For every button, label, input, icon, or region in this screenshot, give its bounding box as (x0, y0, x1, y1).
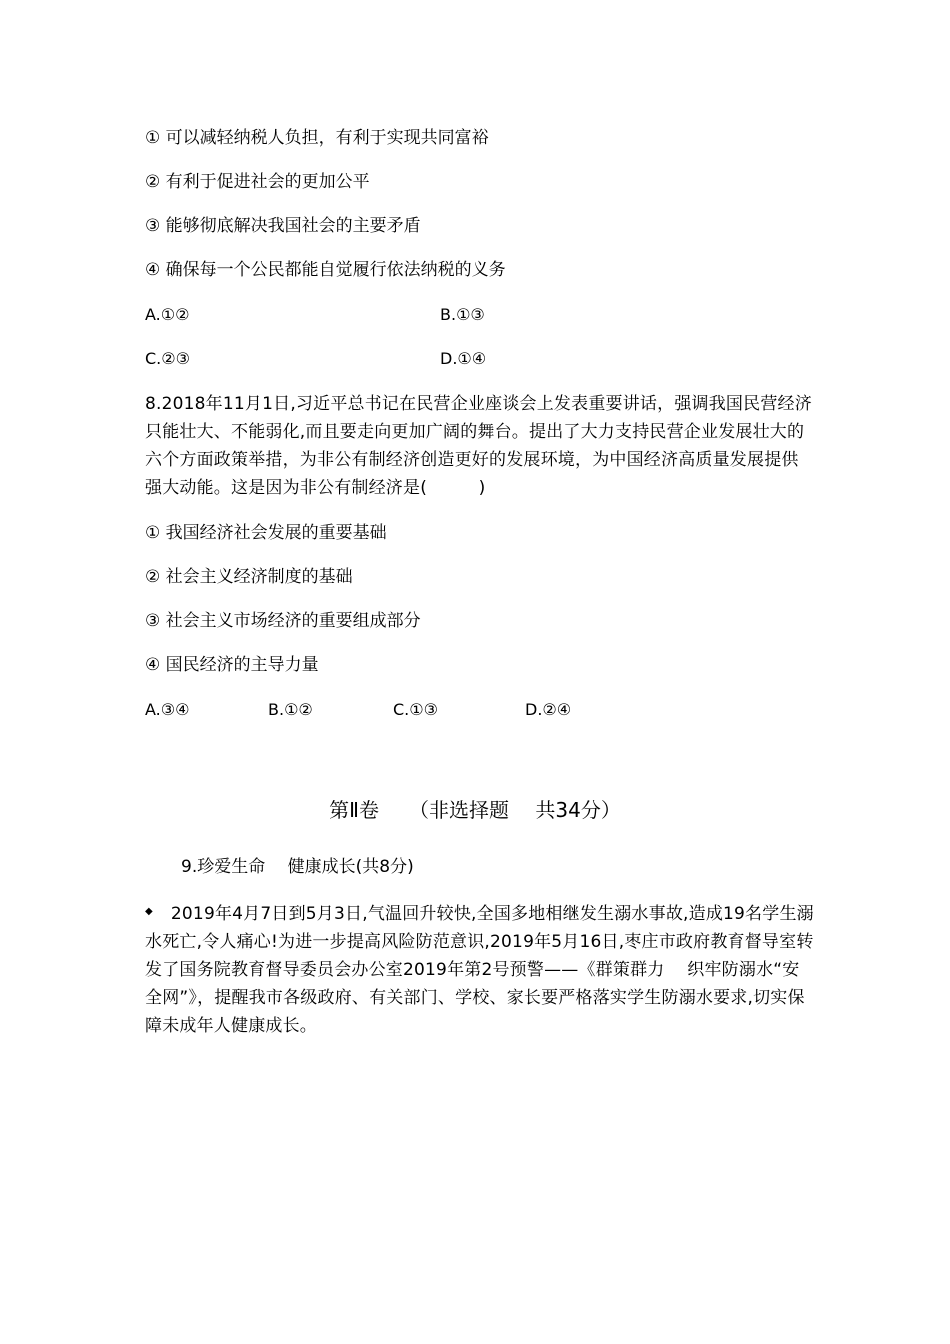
diamond-bullet-icon: ◆ (145, 906, 153, 917)
q7-option-d: D.①④ (440, 349, 487, 368)
section-title: 第Ⅱ卷 （非选择题 共34分） (329, 798, 621, 822)
q7-statement-1: ① 可以减轻纳税人负担，有利于实现共同富裕 (145, 128, 489, 148)
q7-option-c: C.②③ (145, 349, 190, 368)
q9-material (145, 900, 815, 1040)
q7-statement-4: ④ 确保每一个公民都能自觉履行依法纳税的义务 (145, 260, 506, 280)
q7-statement-2: ② 有利于促进社会的更加公平 (145, 172, 370, 192)
q8-option-c: C.①③ (393, 700, 438, 719)
q8-statement-2: ② 社会主义经济制度的基础 (145, 567, 353, 587)
q7-statement-3: ③ 能够彻底解决我国社会的主要矛盾 (145, 216, 421, 236)
q9-heading: 9.珍爱生命 健康成长(共8分) (181, 857, 414, 877)
q8-stem: 8.2018年11月1日,习近平总书记在民营企业座谈会上发表重要讲话，强调我国民营经济只能壮大、不能弱化,而且要走向更加广阔的舞台。提出了大力支持民营企业发展壮大的六个方面政策举措，为非公有制经济创造更好的发展环境，为中国经济高质量发展提供强大动能。这是因为非公有制经济是( ) (145, 394, 812, 498)
q7-option-a: A.①② (145, 305, 190, 324)
q8-statement-1: ① 我国经济社会发展的重要基础 (145, 523, 387, 543)
q8-option-d: D.②④ (525, 700, 572, 719)
q8-statement-4: ④ 国民经济的主导力量 (145, 655, 319, 675)
q8-statement-3: ③ 社会主义市场经济的重要组成部分 (145, 611, 421, 631)
q8-option-b: B.①② (268, 700, 313, 719)
q9-material-text: 2019年4月7日到5月3日,气温回升较快,全国多地相继发生溺水事故,造成19名学生溺水死亡,令人痛心!为进一步提高风险防范意识,2019年5月16日,枣庄市政府教育督导室转发了国务院教育督导委员会办公室2019年第2号预警——《群策群力 织牢防溺水“安全网”》，提醒我市各级政府、有关部门、学校、家长要严格落实学生防溺水要求,切实保障未成年人健康成长。 (145, 904, 814, 1036)
q8-option-a: A.③④ (145, 700, 190, 719)
q7-option-b: B.①③ (440, 305, 485, 324)
